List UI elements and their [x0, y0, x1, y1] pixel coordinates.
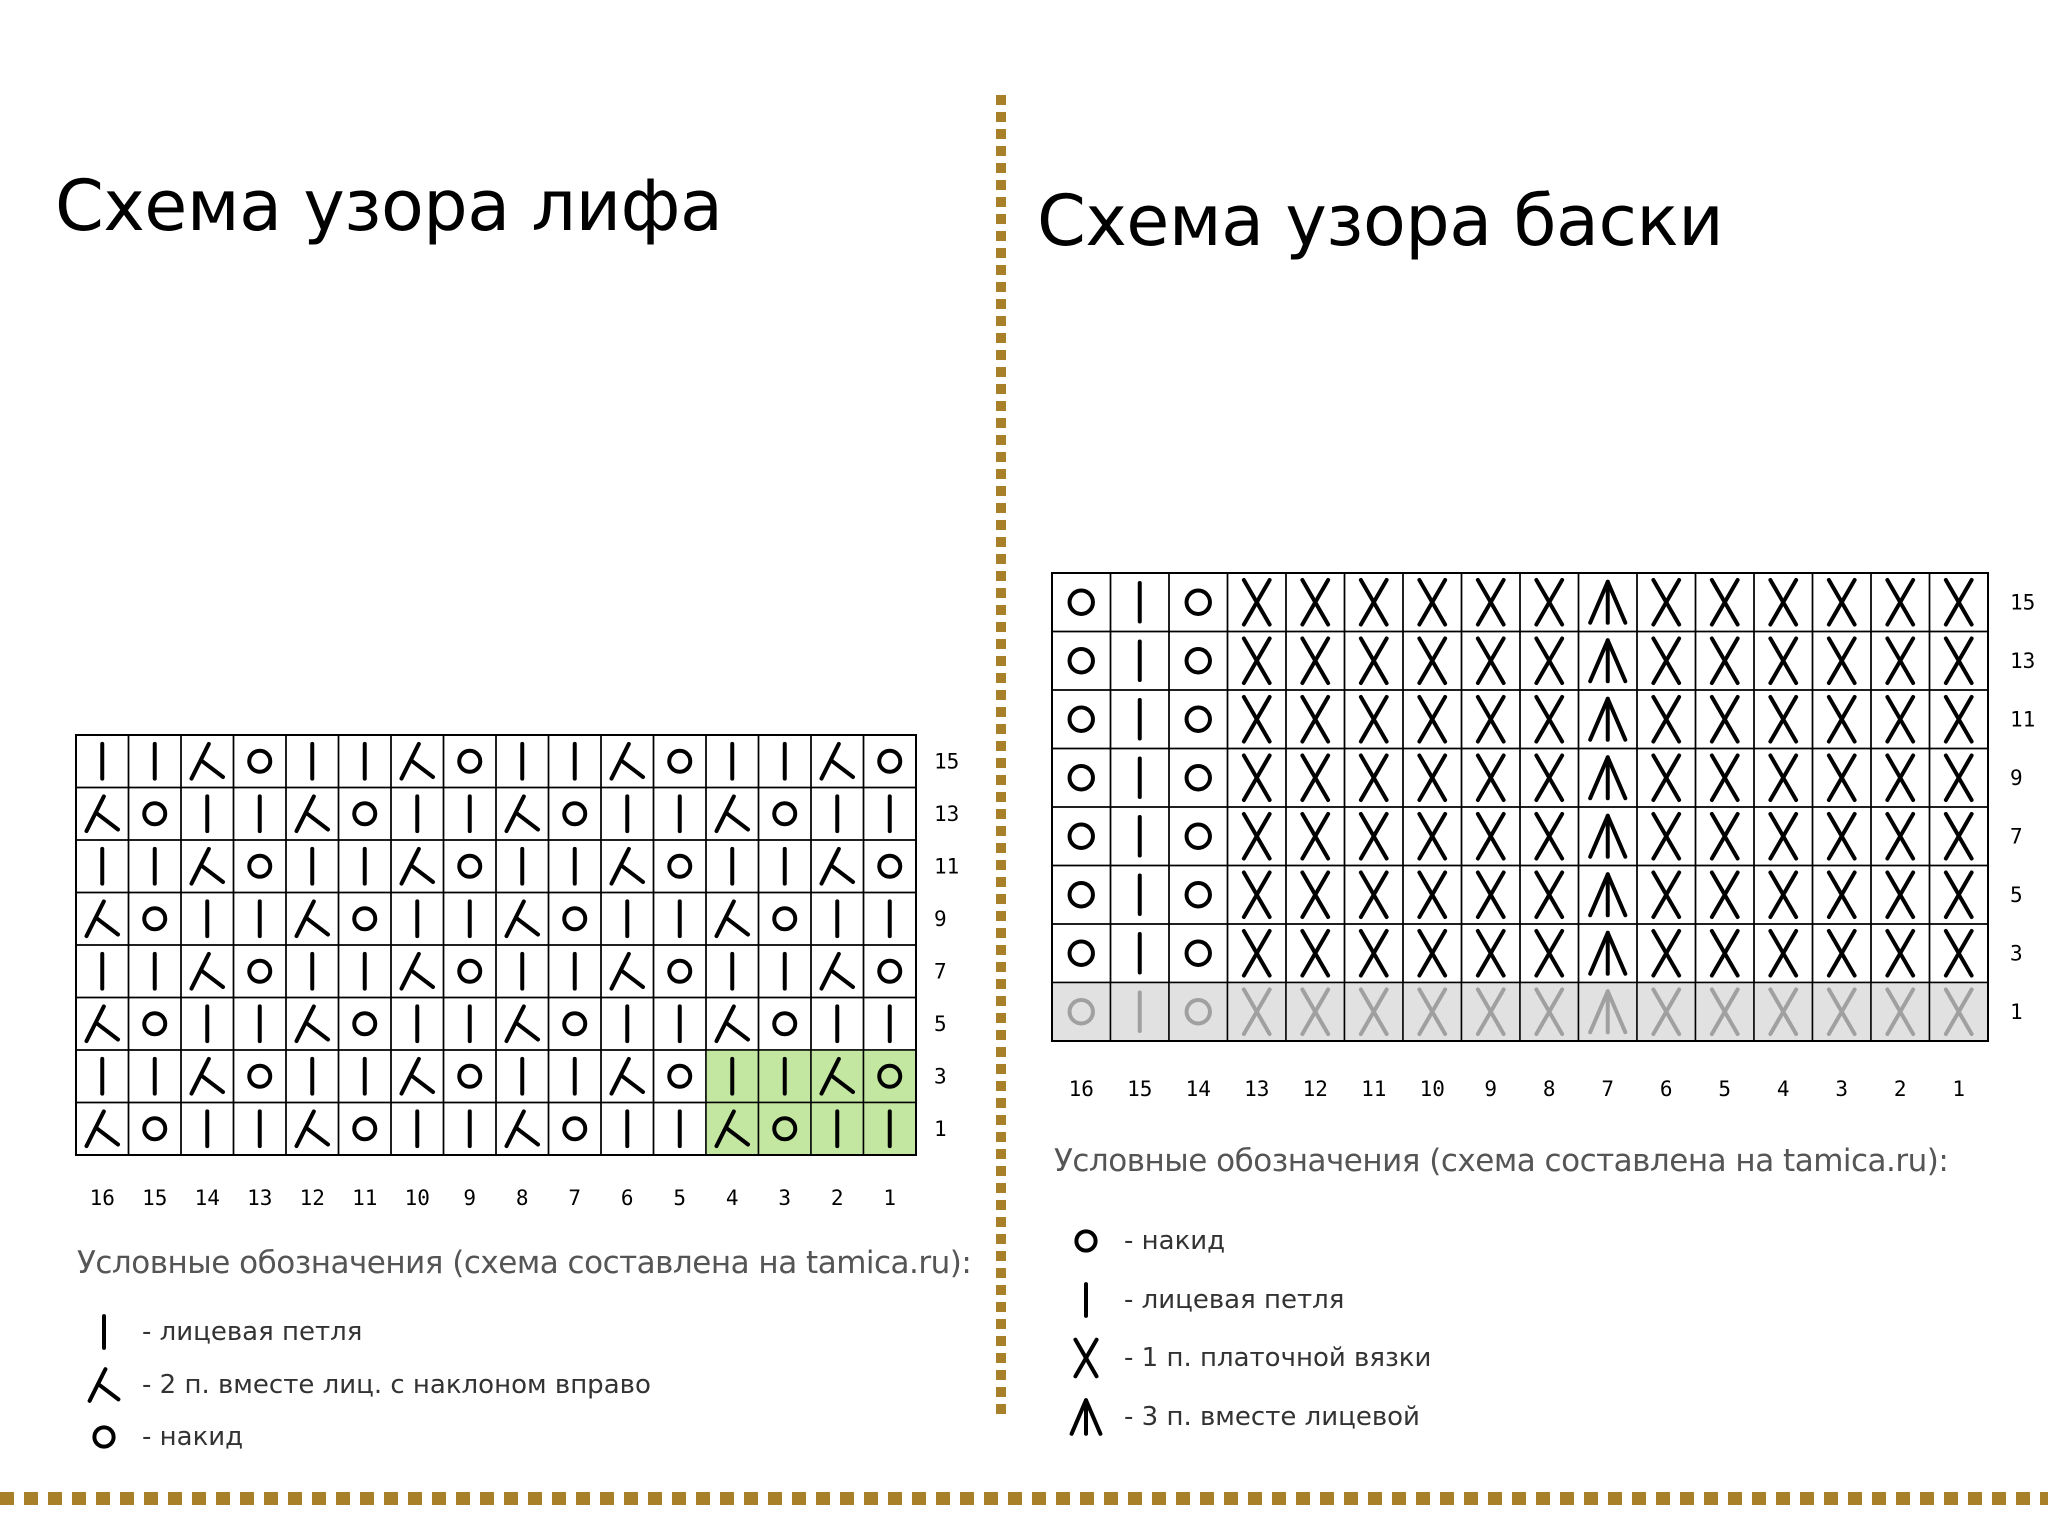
- knit-stitch-icon: [80, 1308, 128, 1356]
- column-number-label: 5: [1718, 1077, 1732, 1101]
- garter-stitch-icon: [1361, 639, 1387, 683]
- k2tog-right-icon: [822, 849, 854, 884]
- yarn-over-icon: [879, 751, 900, 772]
- yarn-over-icon: [564, 803, 585, 824]
- row-number-label: 11: [2010, 707, 2036, 732]
- column-number-label: 3: [778, 1186, 792, 1210]
- chart-cell: [339, 1103, 392, 1156]
- row-number-label: 9: [934, 906, 947, 931]
- garter-stitch-icon: [1302, 756, 1328, 800]
- row-number-label: 9: [2010, 765, 2023, 790]
- chart-cell: [1169, 983, 1228, 1042]
- garter-stitch-icon: [1829, 814, 1855, 858]
- yarn-over-icon: [1070, 649, 1093, 672]
- row-number-label: 15: [2010, 590, 2036, 615]
- yarn-over-icon: [144, 1013, 165, 1034]
- bodice-legend-title: Условные обозначения (схема составлена на tamica.ru):: [77, 1245, 972, 1281]
- chart-cell: [129, 1103, 182, 1156]
- garter-stitch-icon: [1536, 697, 1562, 741]
- garter-stitch-icon: [1712, 639, 1738, 683]
- k2tog-right-icon: [717, 901, 749, 936]
- garter-stitch-icon: [1419, 814, 1445, 858]
- chart-cell: [234, 945, 287, 998]
- garter-stitch-icon: [1770, 697, 1796, 741]
- legend-label: - 1 п. платочной вязки: [1124, 1343, 1432, 1374]
- column-number-label: 4: [725, 1186, 739, 1210]
- legend-label: - лицевая петля: [142, 1317, 363, 1348]
- horizontal-dotted-divider: [0, 1492, 2048, 1505]
- garter-stitch-icon: [1478, 697, 1504, 741]
- garter-stitch-icon: [1244, 931, 1270, 975]
- garter-stitch-icon: [1536, 931, 1562, 975]
- yarn-over-icon: [249, 751, 270, 772]
- garter-stitch-icon: [1829, 873, 1855, 917]
- row-number-label: 11: [934, 854, 960, 879]
- chart-cell: [549, 893, 602, 946]
- chart-cell: [1169, 807, 1228, 866]
- garter-stitch-icon: [1653, 580, 1679, 624]
- garter-stitch-icon: [1712, 873, 1738, 917]
- garter-stitch-icon: [1946, 697, 1972, 741]
- yarn-over-icon: [879, 961, 900, 982]
- chart-cell: [1169, 749, 1228, 808]
- yarn-over-icon: [1187, 942, 1210, 965]
- chart-cell: [1169, 924, 1228, 983]
- garter-stitch-icon: [1946, 873, 1972, 917]
- yarn-over-icon: [1187, 825, 1210, 848]
- k3tog-icon: [1590, 582, 1625, 623]
- yarn-over-icon: [459, 1066, 480, 1087]
- yarn-over-icon: [249, 856, 270, 877]
- k2tog-right-icon: [402, 849, 434, 884]
- garter-stitch-icon: [1712, 931, 1738, 975]
- chart-cell: [129, 788, 182, 841]
- k2tog-right-icon: [612, 849, 644, 884]
- row-number-label: 3: [2010, 941, 2023, 966]
- garter-stitch-icon: [1419, 756, 1445, 800]
- legend-item: [1062, 1329, 1431, 1388]
- garter-stitch-icon: [1770, 639, 1796, 683]
- chart-cell: [654, 840, 707, 893]
- garter-stitch-icon: [1770, 873, 1796, 917]
- peplum-legend-title: Условные обозначения (схема составлена на tamica.ru):: [1054, 1143, 1949, 1179]
- yarn-over-icon: [1187, 591, 1210, 614]
- yarn-over-icon: [249, 961, 270, 982]
- legend-item: [1062, 1212, 1431, 1271]
- k3tog-icon: [1590, 933, 1625, 974]
- garter-stitch-icon: [1075, 1340, 1096, 1376]
- chart-cell: [1052, 983, 1111, 1042]
- garter-stitch-icon: [1062, 1334, 1110, 1382]
- garter-stitch-icon: [1887, 697, 1913, 741]
- yarn-over-icon: [459, 856, 480, 877]
- chart-cell: [1052, 573, 1111, 632]
- yarn-over-icon: [144, 908, 165, 929]
- yarn-over-icon: [1076, 1232, 1095, 1251]
- yarn-over-icon: [1070, 883, 1093, 906]
- garter-stitch-icon: [1478, 931, 1504, 975]
- chart-cell: [759, 998, 812, 1051]
- k2tog-right-icon: [507, 1111, 539, 1146]
- column-number-label: 14: [194, 1186, 220, 1210]
- k2tog-right-icon: [507, 796, 539, 831]
- chart-cell: [1052, 924, 1111, 983]
- garter-stitch-icon: [1770, 756, 1796, 800]
- legend-item: [1062, 1388, 1431, 1447]
- column-number-label: 9: [463, 1186, 477, 1210]
- column-number-label: 16: [89, 1186, 115, 1210]
- column-number-label: 15: [142, 1186, 168, 1210]
- k2tog-right-icon: [192, 954, 224, 989]
- k2tog-right-icon: [822, 744, 854, 779]
- yarn-over-icon: [1062, 1217, 1110, 1265]
- column-number-label: 13: [247, 1186, 273, 1210]
- chart-cell: [864, 1050, 917, 1103]
- yarn-over-icon: [669, 751, 690, 772]
- peplum-chart-grid: [1052, 573, 2048, 1111]
- chart-cell: [339, 788, 392, 841]
- bodice-chart-grid: [76, 735, 976, 1225]
- yarn-over-icon: [564, 908, 585, 929]
- garter-stitch-icon: [1244, 814, 1270, 858]
- k2tog-right-icon: [297, 1006, 329, 1041]
- column-number-label: 5: [673, 1186, 687, 1210]
- garter-stitch-icon: [1536, 580, 1562, 624]
- k2tog-right-icon: [87, 1111, 119, 1146]
- chart-cell: [1169, 866, 1228, 925]
- garter-stitch-icon: [1946, 814, 1972, 858]
- row-number-label: 13: [934, 801, 960, 826]
- garter-stitch-icon: [1653, 697, 1679, 741]
- legend-label: - лицевая петля: [1124, 1284, 1345, 1315]
- chart-cell: [549, 1103, 602, 1156]
- k2tog-right-icon: [717, 1006, 749, 1041]
- k3tog-icon: [1590, 816, 1625, 857]
- garter-stitch-icon: [1361, 580, 1387, 624]
- garter-stitch-icon: [1770, 580, 1796, 624]
- yarn-over-icon: [144, 803, 165, 824]
- column-number-label: 12: [1302, 1077, 1328, 1101]
- garter-stitch-icon: [1361, 873, 1387, 917]
- column-number-label: 8: [1542, 1077, 1556, 1101]
- yarn-over-icon: [669, 1066, 690, 1087]
- vertical-dotted-divider: [996, 95, 1006, 1415]
- garter-stitch-icon: [1244, 580, 1270, 624]
- column-number-label: 16: [1068, 1077, 1094, 1101]
- k3tog-icon: [1590, 640, 1625, 681]
- column-number-label: 11: [1361, 1077, 1387, 1101]
- legend-item: [80, 1306, 651, 1359]
- k3tog-icon: [1062, 1393, 1110, 1441]
- yarn-over-icon: [1187, 883, 1210, 906]
- k3tog-icon: [1590, 874, 1625, 915]
- garter-stitch-icon: [1946, 580, 1972, 624]
- garter-stitch-icon: [1653, 639, 1679, 683]
- garter-stitch-icon: [1946, 756, 1972, 800]
- k3tog-icon: [1590, 699, 1625, 740]
- garter-stitch-icon: [1653, 873, 1679, 917]
- garter-stitch-icon: [1653, 814, 1679, 858]
- yarn-over-icon: [1070, 766, 1093, 789]
- garter-stitch-icon: [1887, 873, 1913, 917]
- column-number-label: 1: [883, 1186, 897, 1210]
- knit-stitch-icon: [1062, 1276, 1110, 1324]
- k2tog-right-icon: [192, 1059, 224, 1094]
- legend-item: [80, 1411, 651, 1464]
- chart-cell: [234, 840, 287, 893]
- garter-stitch-icon: [1770, 814, 1796, 858]
- yarn-over-icon: [1187, 766, 1210, 789]
- chart-cell: [1052, 632, 1111, 691]
- garter-stitch-icon: [1478, 756, 1504, 800]
- garter-stitch-icon: [1887, 814, 1913, 858]
- yarn-over-icon: [564, 1118, 585, 1139]
- chart-cell: [339, 998, 392, 1051]
- yarn-over-icon: [1070, 825, 1093, 848]
- column-number-label: 12: [299, 1186, 325, 1210]
- legend-label: - 2 п. вместе лиц. с наклоном вправо: [142, 1369, 651, 1400]
- chart-cell: [129, 893, 182, 946]
- garter-stitch-icon: [1361, 814, 1387, 858]
- garter-stitch-icon: [1302, 697, 1328, 741]
- legend-label: - 3 п. вместе лицевой: [1124, 1401, 1420, 1432]
- garter-stitch-icon: [1712, 580, 1738, 624]
- yarn-over-icon: [669, 856, 690, 877]
- bodice-legend: [80, 1306, 651, 1464]
- garter-stitch-icon: [1712, 756, 1738, 800]
- peplum-legend: [1062, 1212, 1431, 1446]
- garter-stitch-icon: [1887, 756, 1913, 800]
- column-number-label: 15: [1127, 1077, 1153, 1101]
- garter-stitch-icon: [1829, 580, 1855, 624]
- garter-stitch-icon: [1887, 931, 1913, 975]
- yarn-over-icon: [354, 1118, 375, 1139]
- chart-cell: [864, 840, 917, 893]
- garter-stitch-icon: [1419, 580, 1445, 624]
- garter-stitch-icon: [1478, 580, 1504, 624]
- garter-stitch-icon: [1946, 639, 1972, 683]
- column-number-label: 14: [1185, 1077, 1211, 1101]
- garter-stitch-icon: [1653, 931, 1679, 975]
- column-number-label: 8: [515, 1186, 529, 1210]
- row-number-label: 15: [934, 749, 960, 774]
- k2tog-right-icon: [612, 1059, 644, 1094]
- k2tog-right-icon: [822, 954, 854, 989]
- garter-stitch-icon: [1829, 697, 1855, 741]
- garter-stitch-icon: [1770, 931, 1796, 975]
- yarn-over-icon: [249, 1066, 270, 1087]
- peplum-knitting-chart: [1052, 573, 2048, 1111]
- column-number-label: 10: [1419, 1077, 1445, 1101]
- column-number-label: 9: [1484, 1077, 1498, 1101]
- yarn-over-icon: [879, 856, 900, 877]
- k2tog-right-icon: [87, 901, 119, 936]
- garter-stitch-icon: [1302, 873, 1328, 917]
- garter-stitch-icon: [1302, 814, 1328, 858]
- column-number-label: 2: [1893, 1077, 1907, 1101]
- chart-cell: [1052, 749, 1111, 808]
- yarn-over-icon: [144, 1118, 165, 1139]
- garter-stitch-icon: [1361, 697, 1387, 741]
- chart-cell: [549, 998, 602, 1051]
- k2tog-right-icon: [192, 744, 224, 779]
- yarn-over-icon: [459, 961, 480, 982]
- yarn-over-icon: [774, 803, 795, 824]
- garter-stitch-icon: [1478, 814, 1504, 858]
- k2tog-right-icon: [297, 796, 329, 831]
- yarn-over-icon: [354, 1013, 375, 1034]
- k2tog-right-icon: [87, 796, 119, 831]
- garter-stitch-icon: [1536, 814, 1562, 858]
- yarn-over-icon: [1187, 708, 1210, 731]
- bodice-pattern-title: Схема узора лифа: [55, 165, 723, 247]
- yarn-over-icon: [80, 1413, 128, 1461]
- garter-stitch-icon: [1712, 814, 1738, 858]
- legend-item: [1062, 1271, 1431, 1330]
- garter-stitch-icon: [1829, 931, 1855, 975]
- garter-stitch-icon: [1244, 639, 1270, 683]
- garter-stitch-icon: [1244, 756, 1270, 800]
- chart-cell: [1052, 866, 1111, 925]
- chart-cell: [1169, 573, 1228, 632]
- garter-stitch-icon: [1302, 580, 1328, 624]
- k2tog-right-icon: [80, 1361, 128, 1409]
- garter-stitch-icon: [1829, 639, 1855, 683]
- chart-cell: [654, 735, 707, 788]
- k2tog-right-icon: [507, 901, 539, 936]
- k2tog-right-icon: [192, 849, 224, 884]
- garter-stitch-icon: [1536, 873, 1562, 917]
- garter-stitch-icon: [1829, 756, 1855, 800]
- k2tog-right-icon: [87, 1006, 119, 1041]
- k2tog-right-icon: [507, 1006, 539, 1041]
- legend-label: - накид: [1124, 1226, 1226, 1257]
- garter-stitch-icon: [1419, 931, 1445, 975]
- chart-cell: [339, 893, 392, 946]
- garter-stitch-icon: [1536, 756, 1562, 800]
- yarn-over-icon: [354, 803, 375, 824]
- column-number-label: 6: [620, 1186, 634, 1210]
- garter-stitch-icon: [1361, 931, 1387, 975]
- k3tog-icon: [1590, 757, 1625, 798]
- peplum-pattern-title: Схема узора баски: [1037, 180, 1724, 262]
- garter-stitch-icon: [1244, 697, 1270, 741]
- yarn-over-icon: [1187, 649, 1210, 672]
- column-number-label: 3: [1835, 1077, 1849, 1101]
- chart-cell: [1052, 807, 1111, 866]
- row-number-label: 1: [2010, 999, 2023, 1024]
- chart-cell: [1169, 632, 1228, 691]
- yarn-over-icon: [774, 908, 795, 929]
- garter-stitch-icon: [1302, 639, 1328, 683]
- garter-stitch-icon: [1419, 639, 1445, 683]
- chart-cell: [1052, 690, 1111, 749]
- chart-cell: [1169, 690, 1228, 749]
- garter-stitch-icon: [1653, 756, 1679, 800]
- chart-cell: [234, 1050, 287, 1103]
- column-number-label: 4: [1776, 1077, 1790, 1101]
- garter-stitch-icon: [1302, 931, 1328, 975]
- column-number-label: 13: [1244, 1077, 1270, 1101]
- k2tog-right-icon: [402, 744, 434, 779]
- legend-label: - накид: [142, 1422, 244, 1453]
- k3tog-icon: [1072, 1400, 1101, 1434]
- yarn-over-icon: [564, 1013, 585, 1034]
- row-number-label: 3: [934, 1064, 947, 1089]
- chart-cell: [759, 1103, 812, 1156]
- chart-cell: [654, 945, 707, 998]
- chart-cell: [549, 788, 602, 841]
- chart-cell: [129, 998, 182, 1051]
- yarn-over-icon: [1070, 591, 1093, 614]
- chart-cell: [654, 1050, 707, 1103]
- yarn-over-icon: [459, 751, 480, 772]
- yarn-over-icon: [354, 908, 375, 929]
- row-number-label: 13: [2010, 648, 2036, 673]
- k2tog-right-icon: [402, 954, 434, 989]
- garter-stitch-icon: [1946, 931, 1972, 975]
- row-number-label: 5: [2010, 882, 2023, 907]
- garter-stitch-icon: [1419, 697, 1445, 741]
- garter-stitch-icon: [1478, 873, 1504, 917]
- k2tog-right-icon: [297, 1111, 329, 1146]
- row-number-label: 7: [934, 959, 947, 984]
- chart-cell: [864, 945, 917, 998]
- column-number-label: 6: [1659, 1077, 1673, 1101]
- column-number-label: 11: [352, 1186, 378, 1210]
- chart-cell: [759, 788, 812, 841]
- k2tog-right-icon: [297, 901, 329, 936]
- column-number-label: 7: [568, 1186, 582, 1210]
- k2tog-right-icon: [612, 954, 644, 989]
- k2tog-right-icon: [90, 1369, 119, 1401]
- yarn-over-icon: [1070, 942, 1093, 965]
- k2tog-right-icon: [402, 1059, 434, 1094]
- chart-cell: [864, 735, 917, 788]
- k2tog-right-icon: [612, 744, 644, 779]
- chart-cell: [759, 893, 812, 946]
- chart-cell: [234, 735, 287, 788]
- column-number-label: 7: [1601, 1077, 1615, 1101]
- legend-item: [80, 1359, 651, 1412]
- column-number-label: 2: [830, 1186, 844, 1210]
- chart-cell: [444, 840, 497, 893]
- garter-stitch-icon: [1478, 639, 1504, 683]
- bodice-knitting-chart: [76, 735, 976, 1225]
- column-number-label: 1: [1952, 1077, 1966, 1101]
- yarn-over-icon: [94, 1428, 113, 1447]
- column-number-label: 10: [404, 1186, 430, 1210]
- garter-stitch-icon: [1712, 697, 1738, 741]
- chart-cell: [444, 1050, 497, 1103]
- garter-stitch-icon: [1419, 873, 1445, 917]
- yarn-over-icon: [774, 1013, 795, 1034]
- garter-stitch-icon: [1361, 756, 1387, 800]
- garter-stitch-icon: [1244, 873, 1270, 917]
- garter-stitch-icon: [1536, 639, 1562, 683]
- row-number-label: 1: [934, 1116, 947, 1141]
- garter-stitch-icon: [1887, 639, 1913, 683]
- garter-stitch-icon: [1887, 580, 1913, 624]
- row-number-label: 5: [934, 1011, 947, 1036]
- k2tog-right-icon: [717, 796, 749, 831]
- row-number-label: 7: [2010, 824, 2023, 849]
- chart-cell: [444, 735, 497, 788]
- yarn-over-icon: [1070, 708, 1093, 731]
- chart-cell: [444, 945, 497, 998]
- yarn-over-icon: [669, 961, 690, 982]
